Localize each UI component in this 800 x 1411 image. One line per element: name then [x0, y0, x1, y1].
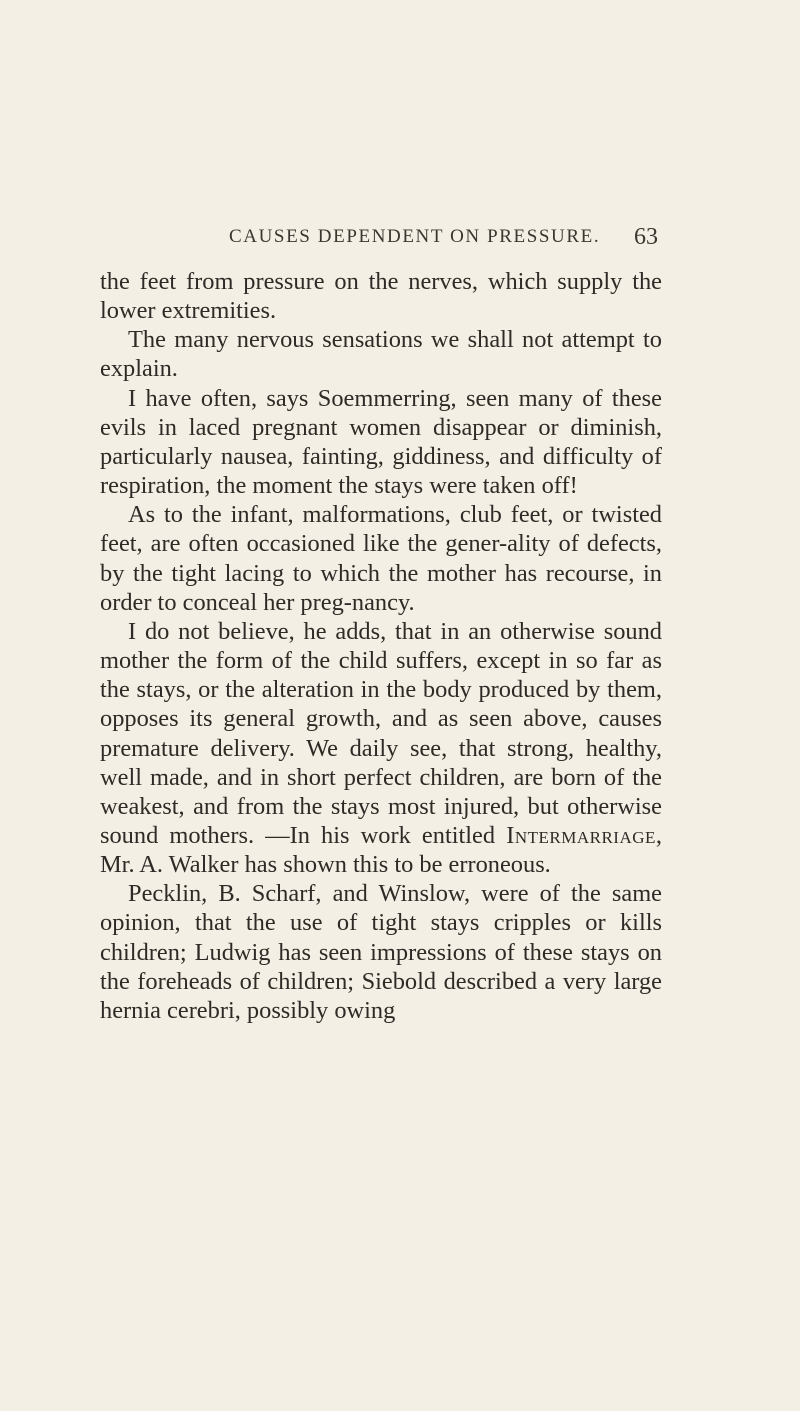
paragraph-2: The many nervous sensations we shall not attempt to explain. [100, 326, 662, 383]
book-title-intermarriage: Intermarriage [506, 821, 656, 849]
running-title: CAUSES DEPENDENT ON PRESSURE. [229, 226, 601, 247]
paragraph-5 [100, 617, 662, 879]
body-text [100, 267, 662, 1025]
paragraph-4: As to the infant, malformations, club feet, or twisted feet, are often occasioned like the gener-ality of defects, by the tight lacing to which the mother has recourse, in order to conceal her preg-nancy. [100, 501, 662, 616]
page-number: 63 [634, 224, 658, 250]
running-head [229, 226, 658, 256]
paragraph-6: Pecklin, B. Scharf, and Winslow, were of the same opinion, that the use of tight stays cripples or kills children; Ludwig has seen impressions of these stays on the foreheads of children; Siebold described a very large hernia cerebri, possibly owing [100, 880, 662, 1024]
paragraph-1: the feet from pressure on the nerves, which supply the lower extremities. [100, 268, 662, 325]
paragraph-5-text-before: I do not believe, he adds, that in an otherwise sound mother the form of the child suffers, except in so far as the stays, or the alteration in the body produced by them, opposes its general growth, and as seen above, causes premature delivery. We daily see, that strong, healthy, well made, and in short perfect children, are born of the weakest, and from the stays most injured, but otherwise sound mothers. —In his work entitled [100, 617, 662, 849]
paragraph-5-text-after: , Mr. A. Walker has shown this to be erroneous. [100, 821, 662, 879]
paragraph-3: I have often, says Soemmerring, seen many of these evils in laced pregnant women disappear or diminish, particularly nausea, fainting, giddiness, and difficulty of respiration, the moment the stays were taken off! [100, 384, 662, 500]
